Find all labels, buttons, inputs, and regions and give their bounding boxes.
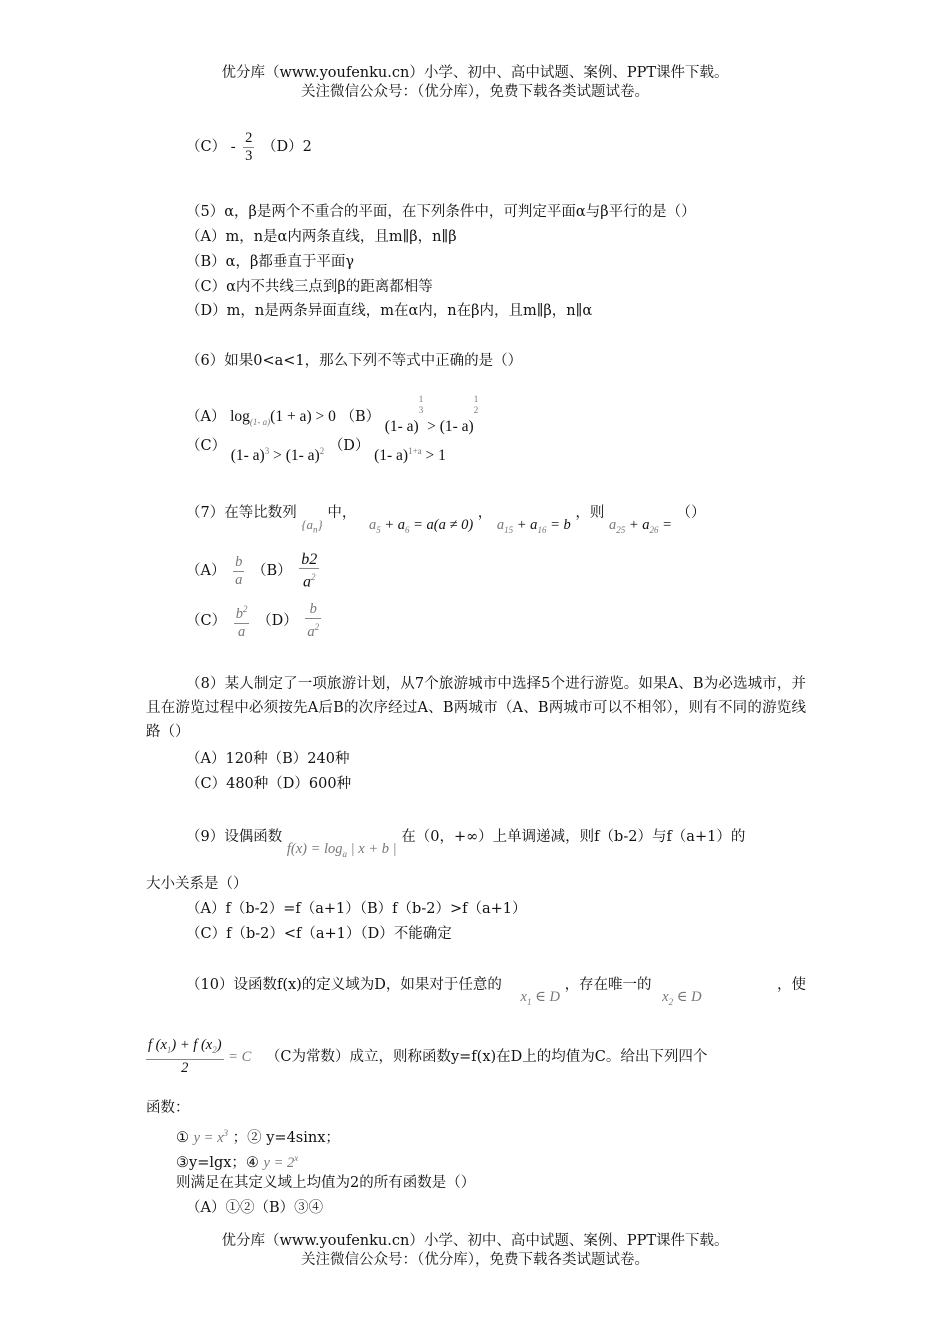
footer-line-1: 优分库（www.youfenku.cn）小学、初中、高中试题、案例、PPT课件下载。 [221, 1233, 729, 1249]
q7-b-num: b2 [301, 551, 318, 569]
q7-cond1-mid: + a [380, 517, 406, 533]
q9-function [287, 841, 397, 857]
q10-x2 [662, 989, 701, 1005]
q4-c-sign: - [230, 139, 236, 155]
q10-f3: ③y=lgx；④ [176, 1154, 259, 1171]
q7-a-den: a [235, 571, 243, 588]
q6-d-rest: > 1 [421, 447, 446, 465]
q7-c-den: a [234, 623, 250, 641]
q6-b-lhs: (1- a) [384, 418, 419, 435]
q6-a-base: (1- a) [249, 417, 271, 428]
q10-f1-label: ① [176, 1129, 189, 1146]
q10-frac-eq: = C [228, 1049, 252, 1065]
q10-options-ab: （A）①②（B）③④ [186, 1200, 324, 1216]
q10-frac-num-a: f (x [148, 1037, 167, 1054]
q6-a-log: log [230, 408, 250, 425]
q7-target [609, 517, 672, 533]
q10-question: 则满足在其定义域上均值为2的所有函数是（） [176, 1175, 476, 1191]
q10-f1 [194, 1130, 228, 1146]
q10-line2-text: （C为常数）成立，则称函数y=f(x)在D上的均值为C。给出下列四个 [265, 1049, 708, 1065]
header-line-1: 优分库（www.youfenku.cn）小学、初中、高中试题、案例、PPT课件下载。 [221, 65, 729, 81]
q6-b-exp1-num: 1 [418, 394, 424, 404]
q6-d-label: （D） [328, 438, 370, 455]
q7-seq-sub: n [313, 524, 318, 535]
q6-c-mid: > (1- a) [269, 447, 320, 465]
q7-d-den-exp: 2 [314, 622, 320, 633]
q6-b-exp2-num: 1 [473, 394, 479, 404]
q4-c-label: （C） [186, 139, 227, 155]
q10-f1-y: y = x [193, 1129, 224, 1146]
page-footer [0, 1232, 950, 1270]
q8-options-ab: （A）120种（B）240种 [186, 751, 350, 767]
q7-c-num-exp: 2 [242, 604, 248, 615]
q7-stem-pre: （7）在等比数列 [186, 505, 297, 521]
q4-c-num: 2 [245, 129, 253, 146]
q7-c-fraction [234, 601, 250, 641]
q7-options-ab [186, 548, 322, 594]
q10-x1 [521, 989, 560, 1005]
q10-stem-pre: （10）设函数f(x)的定义域为D，如果对于任意的 [186, 977, 502, 993]
q9-func-rest: | x + b | [347, 841, 397, 857]
q4-c-den: 3 [245, 147, 253, 164]
q6-b-mid: > (1- a) [423, 418, 474, 435]
q5-stem: （5）α，β是两个不重合的平面，在下列条件中，可判定平面α与β平行的是（） [186, 204, 696, 220]
q10-stem-mid: ，存在唯一的 [564, 977, 652, 993]
q7-target-a: a [608, 517, 617, 533]
q7-target-mid: + a [625, 517, 650, 533]
footer-line-2: 关注微信公众号：（优分库），免费下载各类试题试卷。 [301, 1252, 649, 1268]
q10-f4 [264, 1155, 299, 1171]
q7-a-num: b [235, 553, 243, 570]
q7-cond2-rest: = b [546, 517, 571, 533]
q7-d-den-wrap [305, 618, 321, 641]
q7-condition-2 [497, 517, 571, 533]
q6-options-cd [186, 428, 446, 465]
q7-cond2-a: a [496, 517, 505, 533]
q10-definition [146, 1034, 707, 1080]
q7-target-s2: 26 [649, 524, 659, 535]
q10-functions-label: 函数： [146, 1100, 190, 1116]
q10-functions-3-4 [176, 1148, 298, 1173]
q7-seq-close: } [317, 517, 323, 532]
q7-c-num-wrap [234, 601, 250, 623]
q6-c-expression [231, 447, 324, 464]
q6-a-label: （A） [186, 409, 226, 425]
q10-frac-num-b: ) + f (x [171, 1037, 213, 1054]
q9-stem-pre: （9）设偶函数 [186, 829, 283, 845]
q5-option-b: （B）α，β都垂直于平面γ [186, 254, 354, 270]
q6-c-exp2: 2 [319, 446, 325, 456]
q7-cond2-mid: + a [513, 517, 538, 533]
q10-f4-y: y = 2 [263, 1154, 295, 1171]
q4-c-fraction [243, 130, 254, 165]
q7-condition-1 [369, 517, 473, 533]
q10-frac-num-a-sub: 1 [166, 1044, 172, 1055]
q8-stem: （8）某人制定了一项旅游计划，从7个旅游城市中选择5个进行游览。如果A、B为必选城市，并且在游览过程中必须按先A后B的次序经过A、B两城市（A、B两城市可以不相邻），则有不同的游览线路（） [146, 676, 806, 740]
q6-b-exp1 [419, 394, 424, 416]
q7-b-den: a [302, 573, 311, 591]
q6-b-exp2-den: 2 [473, 405, 479, 415]
q7-cond2-s2: 16 [537, 524, 547, 535]
q8-options-cd: （C）480种（D）600种 [186, 776, 352, 792]
q6-stem: （6）如果0<a<1，那么下列不等式中正确的是（） [186, 353, 523, 369]
q9-options-ab: （A）f（b-2）=f（a+1）（B）f（b-2）>f（a+1） [186, 901, 527, 917]
q7-c-num: b [235, 605, 243, 622]
q10-frac-num-b-sub: 2 [212, 1044, 217, 1055]
q7-target-s1: 25 [616, 524, 626, 535]
q7-cond1-s2: 6 [405, 524, 410, 535]
q10-mean-fraction [146, 1037, 224, 1077]
q9-func: f(x) = log [286, 841, 343, 857]
q7-cond1-s1: 5 [376, 524, 381, 535]
q10-x2-x: x [662, 989, 669, 1005]
q9-stem-post: 在（0，+∞）上单调递减，则f（b-2）与f（a+1）的 [401, 829, 746, 845]
q7-d-den: a [307, 623, 315, 640]
q10-f1-exp: 3 [223, 1128, 229, 1138]
q5-option-c: （C）α内不共线三点到β的距离都相等 [186, 279, 433, 295]
q7-cond2-s1: 15 [504, 524, 514, 535]
q7-stem [186, 500, 706, 535]
q7-target-rest: = [658, 517, 672, 533]
page-header [0, 64, 950, 102]
q7-b-den-exp: 2 [310, 572, 316, 583]
q5-option-a: （A）m，n是α内两条直线，且m∥β，n∥β [186, 229, 457, 245]
q6-b-exp2 [474, 394, 479, 416]
q9-options-cd: （C）f（b-2）<f（a+1）（D）不能确定 [186, 926, 452, 942]
q10-frac-num-c: ) [216, 1037, 222, 1054]
q9-stem [186, 822, 745, 857]
q4-d-label: （D）2 [262, 139, 312, 155]
q7-b-label: （B） [251, 563, 292, 579]
q10-x2-rest: ∈ D [673, 989, 702, 1005]
q7-sequence [301, 517, 323, 535]
q10-functions-1-2 [176, 1123, 340, 1148]
q7-stem-mid: 中， [327, 505, 357, 521]
q7-c-label: （C） [186, 613, 227, 629]
q10-f4-exp: x [294, 1153, 299, 1163]
q9-func-sub: a [342, 848, 348, 859]
q7-stem-then: ，则 [575, 505, 605, 521]
q7-b-fraction [299, 551, 319, 590]
q10-x1-rest: ∈ D [531, 989, 560, 1005]
q10-x1-x: x [520, 989, 527, 1005]
q7-d-label: （D） [257, 613, 298, 629]
q10-frac-den: 2 [146, 1059, 224, 1077]
q6-d-exp: 1+a [408, 446, 422, 456]
q7-comma: ， [477, 505, 493, 521]
q6-a-rest: (1 + a) > 0 [270, 408, 336, 425]
q6-c-lhs: (1- a) [230, 447, 265, 465]
q9-stem-continued: 大小关系是（） [146, 876, 248, 892]
q4-options-cd [186, 128, 312, 166]
q6-a-expression [230, 408, 336, 428]
q7-stem-end: （） [676, 505, 706, 521]
q7-d-fraction [305, 601, 321, 641]
q6-b-label: （B） [340, 409, 381, 425]
q7-cond1-a: a [368, 517, 377, 533]
q6-d-expression [374, 447, 446, 464]
q7-options-cd [186, 598, 324, 644]
q7-d-num: b [309, 601, 317, 618]
q10-x1-sub: 1 [526, 996, 532, 1007]
q7-a-label: （A） [186, 563, 226, 579]
q10-x2-sub: 2 [668, 996, 674, 1007]
q10-stem [186, 972, 806, 1007]
header-line-2: 关注微信公众号：（优分库），免费下载各类试题试卷。 [301, 84, 649, 100]
q6-c-exp1: 3 [264, 446, 270, 456]
q6-b-exp1-den: 3 [418, 405, 424, 415]
q7-a-fraction [233, 554, 244, 589]
q7-cond1-rest: = a(a ≠ 0) [409, 517, 474, 533]
q7-seq: {a [301, 517, 314, 532]
q10-stem-end: ，使 [777, 977, 806, 993]
q10-frac-numerator [146, 1037, 224, 1059]
q5-option-d: （D）m，n是两条异面直线，m在α内，n在β内，且m∥β，n∥α [186, 303, 593, 319]
q6-c-label: （C） [186, 438, 227, 455]
q7-b-den-wrap [299, 568, 319, 590]
q10-f1-sep: ；② y=4sinx； [232, 1129, 340, 1146]
q6-d-lhs: (1- a) [374, 447, 409, 465]
